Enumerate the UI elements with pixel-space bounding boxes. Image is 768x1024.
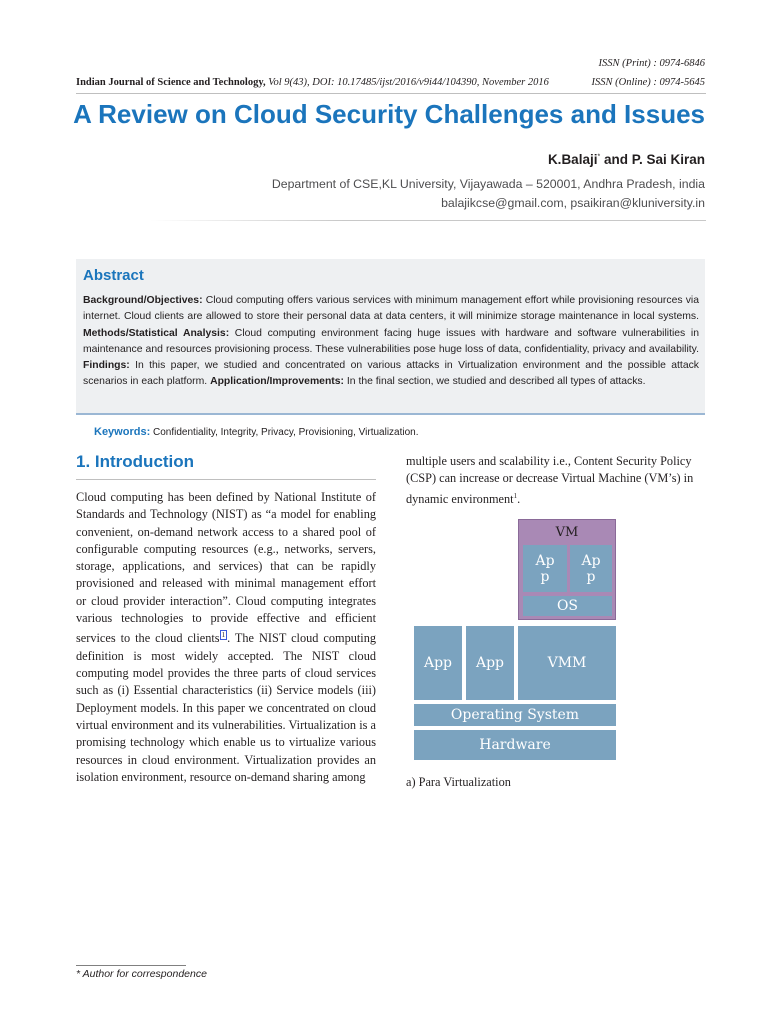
abstract-findings-text: In this paper, we studied and concentrated on various attacks in Virtualization environment and the possible attack scenarios in each platform. [83,360,699,388]
intro-right-end: . [517,491,521,506]
operating-system-box: Operating System [414,704,616,726]
article-title: A Review on Cloud Security Challenges and Issues [73,99,705,129]
intro-right-text: multiple users and scalability i.e., Content Security Policy (CSP) can increase or decrease Virtual Machine (VM’s) in dynamic environment [406,454,694,506]
hardware-box: Hardware [414,730,616,760]
author-emails: balajikcse@gmail.com, psaikiran@kluniversity.in [441,196,705,210]
title-divider [150,220,706,221]
abstract-label-background: Background/Objectives: [83,295,203,306]
vm-app-label-1: Ap p [535,552,555,585]
vm-app-label-2: Ap p [581,552,601,585]
abstract-box [76,259,705,415]
affiliation: Department of CSE,KL University, Vijayawada – 520001, Andhra Pradesh, india [271,177,705,191]
guest-os-box: OS [523,596,612,616]
vm-app-box-2 [570,545,612,592]
figure-caption: a) Para Virtualization [406,775,511,789]
issn-print: ISSN (Print) : 0974-6846 [598,58,705,69]
header-divider [76,93,706,94]
vm-label: VM [555,524,579,540]
corresponding-mark: * [597,153,601,161]
author-name: K.Balaji [547,152,598,167]
keywords-line [94,426,419,438]
abstract-heading: Abstract [83,267,144,284]
abstract-methods-text: Cloud computing environment facing huge issues with hardware and software vulnerabilities in maintenance and resources provisioning process. These vulnerabilities pose huge loss of data, confidentiality, privacy and availability. [83,327,699,355]
section-divider [76,479,376,480]
vm-app-box-1 [523,545,567,592]
footnote-divider [76,965,186,966]
journal-name: Indian Journal of Science and Technology, [76,77,266,88]
abstract-label-findings: Findings: [83,360,130,372]
footnote: * Author for correspondence [76,968,207,980]
vmm-box: VMM [518,626,616,700]
journal-citation [76,77,549,88]
intro-paragraph-part2: . The NIST cloud computing definition is most widely accepted. The NIST cloud computing model provides the three parts of cloud services such as (i) Essential characteristics (ii) Service models (iii) Deployment models. In this paper we concentrated on cloud virtual environment and its vulnerabilities. Virtualization is a promising technology which enable us to virtualize various resources in cloud environment. Virtualization provides an isolation environment, resource on-demand sharing among [76,631,376,784]
abstract-body [83,293,699,391]
journal-meta: Vol 9(43), DOI: 10.17485/ijst/2016/v9i44/104390, November 2016 [268,77,549,88]
para-virtualization-diagram [414,519,716,763]
citation-link[interactable]: 1 [221,631,226,640]
keywords-text: Confidentiality, Integrity, Privacy, Provisioning, Virtualization. [150,427,419,438]
intro-right-column [406,453,706,508]
host-app-box-1: App [414,626,462,700]
abstract-background-text: Cloud computing offers various services with minimum management effort while provisioning resources via internet. Cloud clients are allowed to store their personal data at data centers, it will minimize storage maintenance in local systems. [83,295,699,323]
issn-online: ISSN (Online) : 0974-5645 [591,77,705,88]
abstract-application-text: In the final section, we studied and described all types of attacks. [344,376,646,388]
author-list [548,152,705,167]
intro-paragraph-part1: Cloud computing has been defined by National Institute of Standards and Technology (NIST) as “a model for enabling convenient, on-demand network access to a shared pool of configurable computing resources (e.g., networks, servers, storage, applications, and services) that can be rapidly provisioned and released with minimal management effort or cloud provider interaction”. Cloud computing integrates various technologies to provide effective and efficient services to the cloud clients [76,490,376,646]
section-heading-introduction: 1. Introduction [76,452,195,471]
keywords-label: Keywords: [94,426,151,438]
intro-left-column [76,489,376,786]
abstract-label-application: Application/Improvements: [210,376,345,388]
author-name: and P. Sai Kiran [600,152,705,167]
host-app-box-2: App [466,626,514,700]
abstract-label-methods: Methods/Statistical Analysis: [83,327,230,339]
citation-mark: 1 [513,491,518,500]
